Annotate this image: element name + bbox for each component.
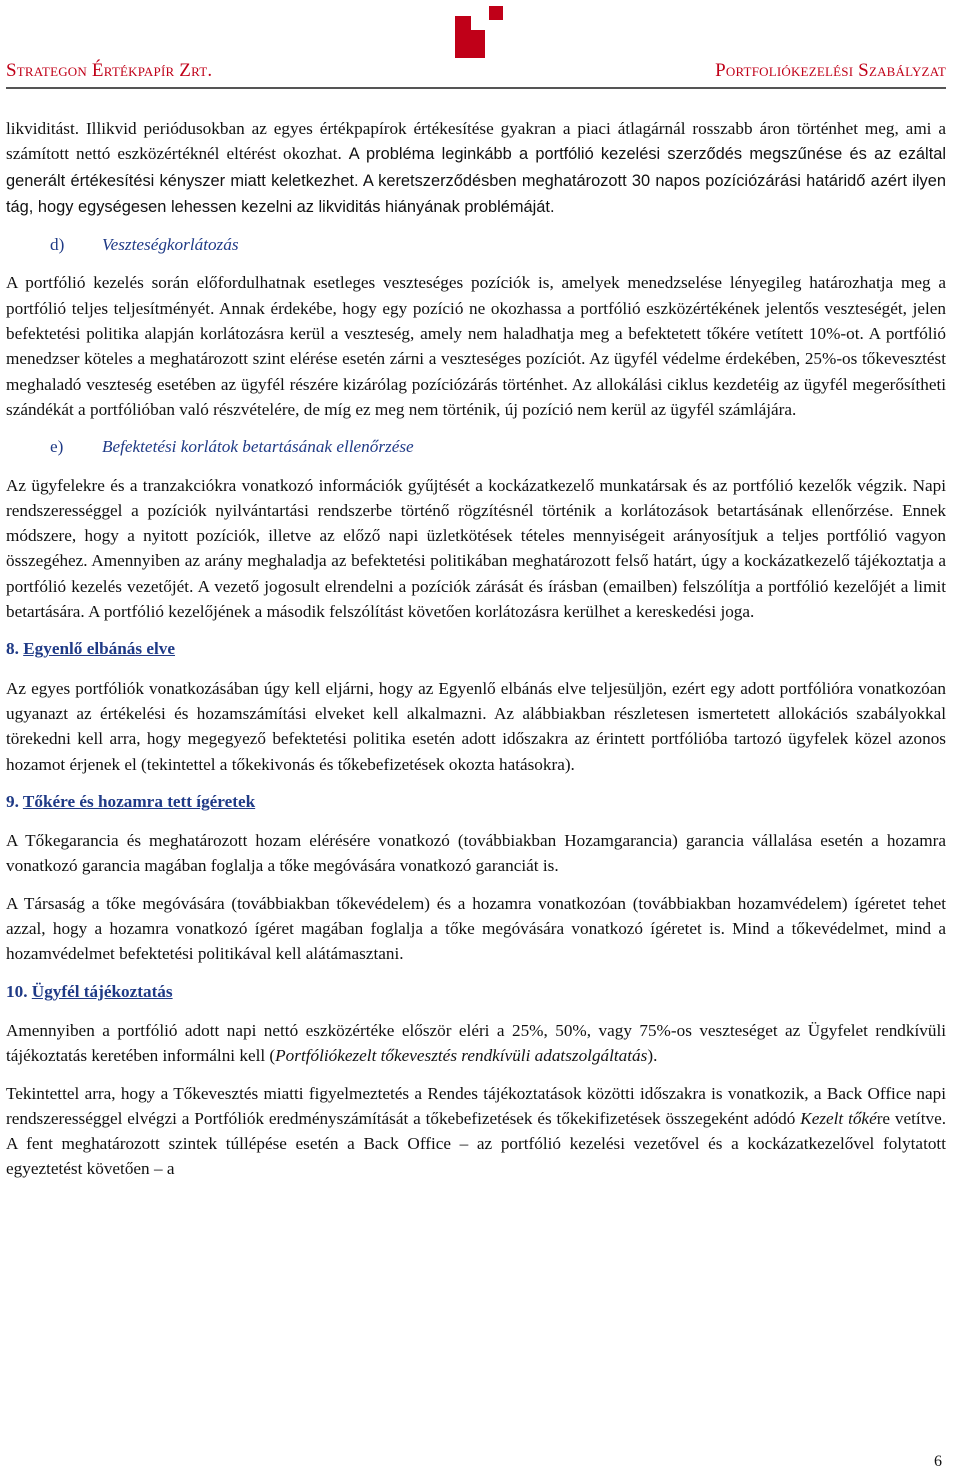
paragraph-equal-treatment: Az egyes portfóliók vonatkozásában úgy kell eljárni, hogy az Egyenlő elbánás elve teljesüljön, ezért egy adott portfólióra vonatkozóan ugyanazt az értékelési és hozamszámítási elveket kell alkalmazni. Az alábbiakban részletesen ismertetett allokációs szabályokkal törekedni kell arra, hogy megegyező befektetési politika esetén adott időszakra az érintett portfólióba tartozó ügyfelek közel azonos hozamot érjenek el (tekintettel a tőkekivonás és tőkebefizetések okozta hatásokra).: [6, 678, 946, 774]
paragraph-capital-protection: A Társaság a tőke megóvására (továbbiakban tőkevédelem) és a hozamra vonatkozóan (továbbiakban hozamvédelem) ígéretet tehet azzal, hogy a hozamra vonatkozó ígéret magában foglalja a tőke megóvására vonatkozó ígéretet is. Mind a tőkevédelmet, mind a hozamvédelmet befektetési politikával kell alátámasztani.: [6, 893, 946, 964]
paragraph-capital-guarantee: A Tőkegarancia és meghatározott hozam elérésére vonatkozó (továbbiakban Hozamgarancia) garancia vállalása esetén a hozamra vonatkozó garancia magában foglalja a tőke megóvására vonatkozó garanciát is.: [6, 831, 946, 876]
header-divider: [6, 87, 946, 89]
section-10-heading: 10. Ügyfél tájékoztatás: [6, 981, 173, 1001]
section-9-heading: 9. Tőkére és hozamra tett ígéretek: [6, 791, 256, 811]
subheading-d: d) Veszteségkorlátozás: [50, 235, 239, 255]
document-body: [6, 116, 946, 1194]
header-document-title: Portfoliókezelési Szabályzat: [715, 60, 946, 81]
subheading-e: e) Befektetési korlátok betartásának ellenőrzése: [50, 437, 414, 457]
header-company-name: Strategon Értékpapír Zrt.: [6, 60, 213, 81]
page-number: 6: [934, 1453, 942, 1470]
company-logo: [455, 6, 507, 58]
page-header: [6, 60, 946, 84]
paragraph-liquidity: likviditást. Illikvid periódusokban az egyes értékpapírok értékesítése gyakran a piaci átlagárnál rosszabb áron történhet meg, ami a számított nettó eszközértéknél eltérést okozhat. A probléma leginkább a portfólió kezelési szerződés megszűnése és az ezáltal generált értékesítési kényszer miatt keletkezhet. A keretszerződésben meghatározott 30 napos pozíciózárási határidő azért ilyen tág, hogy egységesen lehessen kezelni az likviditás hiányának problémáját.: [6, 119, 947, 216]
paragraph-loss-limit: A portfólió kezelés során előfordulhatnak esetleges veszteséges pozíciók is, amelyek menedzselése lényegileg határozhatja meg a portfólió teljes teljesítményét. Annak érdekébe, hogy egy pozíció ne okozhassa a portfólió eszközértékének jelentős veszteségét, jelen befektetési politika alapján korlátozásra kerül a veszteség, amely nem haladhatja meg a befektetett tőkére vetített 10%-ot. A portfólió menedzser köteles a meghatározott szint elérése esetén zárni a veszteséges pozíciót. Az ügyfél védelme érdekében, 25%-os tőkevesztést meghaladó veszteség esetében az ügyfél részére kizárólag pozíciózárás történhet. Az allokálási ciklus kezdetéig az ügyfél megerősítheti szándékát a portfólióban való részvételére, de míg ez meg nem történik, új pozíció nem kerül az ügyfél számlájára.: [6, 273, 946, 419]
section-8-heading: 8. Egyenlő elbánás elve: [6, 639, 176, 659]
paragraph-client-notification: Amennyiben a portfólió adott napi nettó eszközértéke először eléri a 25%, 50%, vagy 75%-os veszteséget az Ügyfelet rendkívüli tájékoztatás keretében informálni kell (Portfóliókezelt tőkevesztés rendkívüli adatszolgáltatás).: [6, 1020, 946, 1066]
paragraph-limit-control: Az ügyfelekre és a tranzakciókra vonatkozó információk gyűjtését a kockázatkezelő munkatársak és az portfólió kezelők végzik. Napi rendszerességgel a pozíciók nyilvántartási rendszerbe történő rögzítésnél történik a korlátozások betartásának ellenőrzése. Ennek módszere, hogy a nyitott pozíciók, illetve az előző napi üzletkötések tételes mennyiségeit arányosítjuk a teljes portfólió vagyon összegéhez. Amennyiben az arány meghaladja az befektetési politikában meghatározott felső határt, úgy a kockázatkezelő tájékoztatja a portfólió kezelés vezetőjét. A vezető jogosult elrendelni a pozíciók zárását és írásban (emailben) felszólítja a portfólió kezelőjét a limit betartására. A portfólió kezelőjének a második felszólítást követően korlátozásra kerülhet a kereskedési joga.: [6, 475, 946, 622]
paragraph-back-office: Tekintettel arra, hogy a Tőkevesztés miatti figyelmeztetés a Rendes tájékoztatások közötti időszakra is vonatkozik, a Back Office napi rendszerességgel elvégzi a Portfóliók eredményszámítását a tőkebefizetések és tőkekifizetések összegeként adódó Kezelt tőkére vetítve. A fent meghatározott szintek túllépése esetén a Back Office – az portfólió kezelési vezetővel és a kockázatkezelővel folytatott egyeztetést követően – a: [6, 1083, 946, 1179]
